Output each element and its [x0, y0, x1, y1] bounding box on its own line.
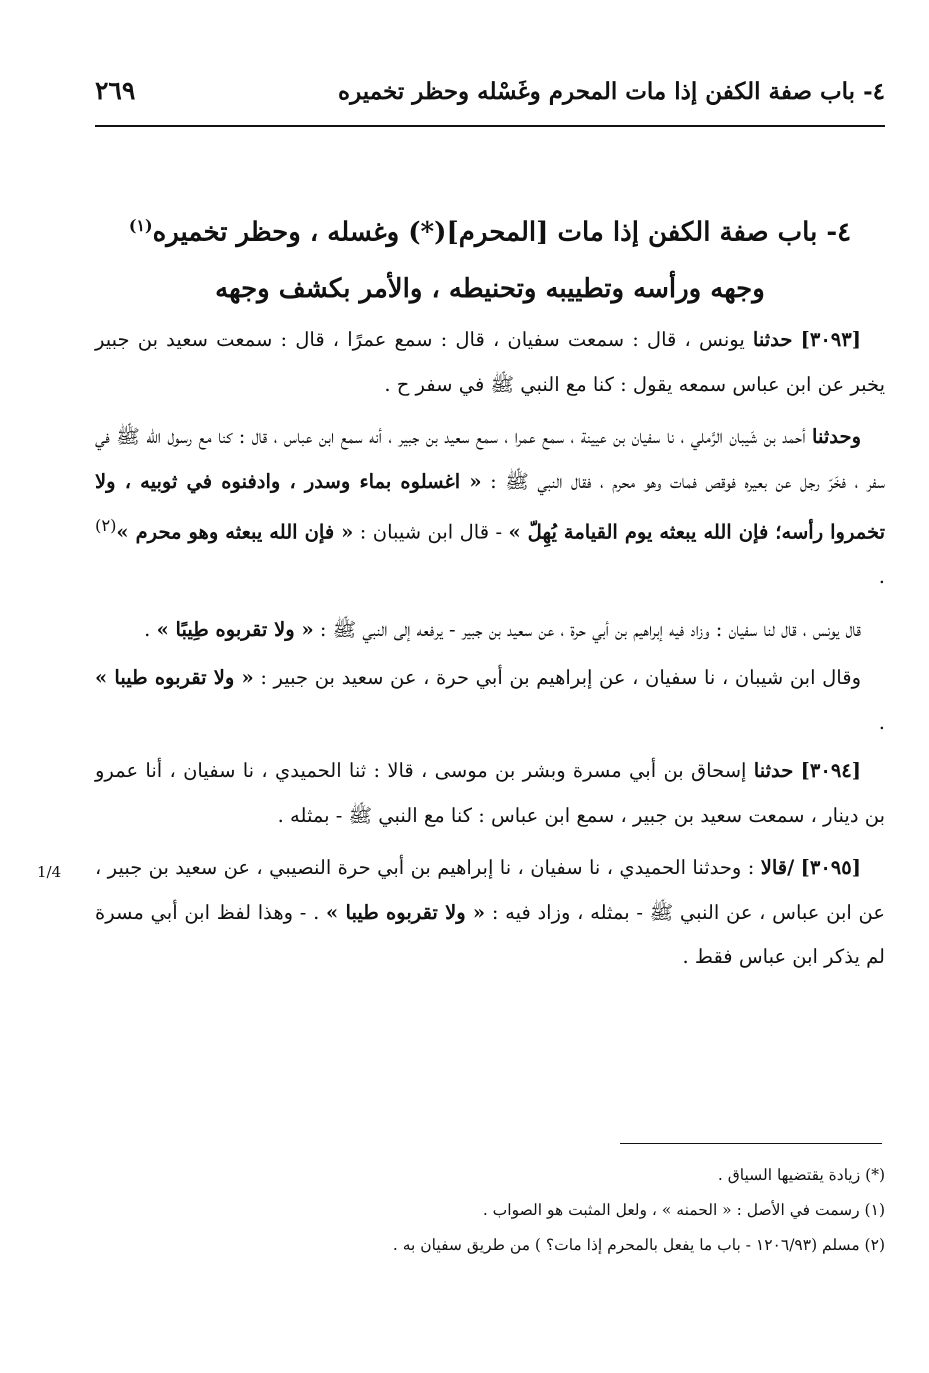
footnote-1: (١) رسمت في الأصل : « الحمنه » ، ولعل المثبت هو الصواب .: [482, 1201, 885, 1219]
hadith-3093: [95, 318, 885, 407]
footnote-marker: (١): [128, 216, 153, 235]
running-title: ٤- باب صفة الكفن إذا مات المحرم وغَسْله وحظر تخميره: [338, 78, 885, 105]
prophetic-quote: « ولا تقربوه طيبا »: [95, 666, 254, 689]
hadith-opener: حدثنا: [753, 759, 794, 782]
hadith-text: إسحاق بن أبي مسرة وبشر بن موسى ، قالا : ثنا الحميدي ، نا سفيان ، أنا عمرو بن دينار ، سمعت سعيد بن جبير ، سمع ابن عباس : كنا مع النبي ﷺ - بمثله .: [95, 759, 885, 827]
prophetic-quote: « فإن الله يبعثه وهو محرم »: [116, 520, 354, 544]
paragraph-ibn-shayban: وقال ابن شيبان ، نا سفيان ، عن إبراهيم بن أبي حرة ، عن سعيد بن جبير : « ولا تقربوه طيبا » .: [95, 666, 885, 734]
footnotes: [95, 1158, 885, 1263]
footnote-divider: [620, 1143, 882, 1144]
main-text: [37, 318, 886, 988]
hadith-opener: /قالا: [760, 856, 795, 879]
hadith-3095-wrapper: [37, 846, 885, 980]
hadith-number: [٣٠٩٣]: [800, 328, 861, 351]
prophetic-quote: « اغسلوه بماء وسدر ، وادفنوه في ثوبيه ، ولا تخمروا رأسه؛ فإن الله يبعثه يوم القيامة يُهِلّ »: [95, 469, 886, 544]
hadith-text: : وحدثنا الحميدي ، نا سفيان ، نا إبراهيم بن أبي حرة النصيبي ، عن سعيد بن جبير ، عن ابن عباس ، عن النبي ﷺ - بمثله ، وزاد فيه :: [95, 856, 885, 924]
paragraph-opener: وحدثنا: [812, 425, 862, 448]
header-divider: [95, 125, 885, 127]
paragraph-text: قال يونس ، قال لنا سفيان : وزاد فيه إبراهيم بن أبي حرة ، عن سعيد بن جبير - يرفعه إلى النبي ﷺ :: [319, 617, 861, 641]
running-header: [95, 72, 885, 112]
paragraph-text: أحمد بن شَيبان الرَّملي ، نا سفيان بن عيينة ، سمع عمرا ، سمع سعيد بن جبير ، أنه سمع ابن عباس ، قال : كنا مع رسول الله ﷺ في سفر ، فخَرّ رجل عن بعيره فوقص فمات وهو محرم ، فقال النبي ﷺ :: [95, 425, 885, 493]
chapter-title: [95, 198, 885, 317]
paragraph-yunus: قال يونس ، قال لنا سفيان : وزاد فيه إبراهيم بن أبي حرة ، عن سعيد بن جبير - يرفعه إلى النبي ﷺ : « ولا تقربوه طِيبًا » .: [144, 617, 861, 641]
paragraph-text: - قال ابن شيبان :: [359, 520, 503, 544]
manuscript-folio-note: 1/4: [37, 863, 62, 881]
prophetic-quote: « ولا تقربوه طِيبًا »: [156, 617, 314, 641]
hadith-3094: [95, 749, 885, 838]
chapter-title-line-1: ٤- باب صفة الكفن إذا مات [المحرم](*) وغسله ، وحظر تخميره$^{(١)}$: [128, 216, 852, 248]
hadith-number: [٣٠٩٤]: [800, 759, 862, 782]
footnote-2: (٢) مسلم (١٢٠٦/٩٣ - باب ما يفعل بالمحرم إذا مات؟ ) من طريق سفيان به .: [392, 1236, 885, 1254]
paragraph-second-chain: وحدثنا أحمد بن شَيبان الرَّملي ، نا سفيان بن عيينة ، سمع عمرا ، سمع سعيد بن جبير ، أنه سمع ابن عباس ، قال : كنا مع رسول الله ﷺ في سفر ، فخَرّ رجل عن بعيره فوقص فمات وهو محرم ، فقال النبي ﷺ : « اغسلوه بماء وسدر ، وادفنوه في ثوبيه ، ولا تخمروا رأسه؛ فإن الله يبعثه يوم القيامة يُهِلّ » - قال ابن شيبان : « فإن الله يبعثه وهو محرم »$^{(٢)}$ .: [95, 425, 886, 588]
hadith-text-end: . - وهذا لفظ ابن أبي مسرة لم يذكر ابن عباس فقط .: [95, 900, 885, 968]
hadith-text: يونس ، قال : سمعت سفيان ، قال : سمع عمرًا ، قال : سمعت سعيد بن جبير يخبر عن ابن عباس سمعه يقول : كنا مع النبي ﷺ في سفر ح .: [95, 328, 885, 396]
prophetic-quote: « ولا تقربوه طيبا »: [326, 900, 486, 924]
page-number: ٢٦٩: [95, 76, 136, 105]
footnote-marker: (٢): [95, 516, 117, 535]
paragraph-text: وقال ابن شيبان ، نا سفيان ، عن إبراهيم بن أبي حرة ، عن سعيد بن جبير :: [260, 666, 861, 689]
hadith-opener: حدثنا: [752, 328, 793, 351]
hadith-number: [٣٠٩٥]: [800, 856, 861, 879]
chapter-title-line-2: وجهه ورأسه وتطييبه وتحنيطه ، والأمر بكشف وجهه: [215, 273, 765, 304]
footnote-star: (*) زيادة يقتضيها السياق .: [717, 1166, 885, 1184]
hadith-3095: [95, 846, 885, 980]
